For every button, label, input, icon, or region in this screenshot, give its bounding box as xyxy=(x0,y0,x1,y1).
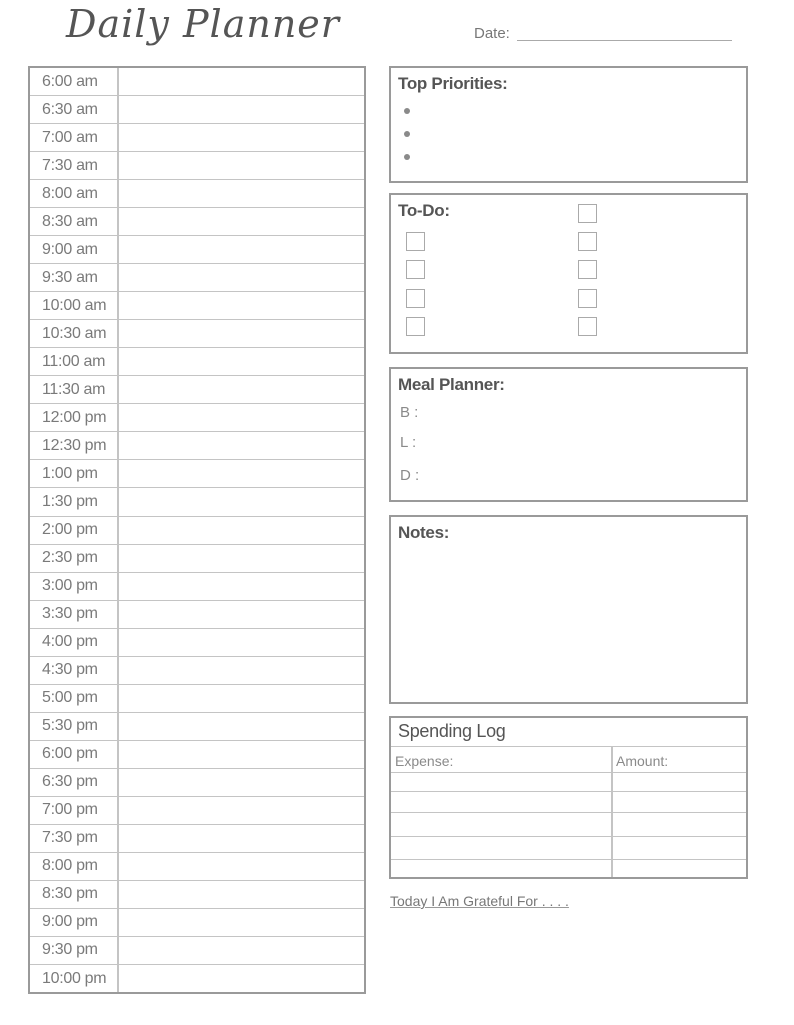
schedule-row xyxy=(30,965,364,992)
schedule-entry-field[interactable] xyxy=(119,488,364,515)
schedule-entry-field[interactable] xyxy=(119,320,364,347)
schedule-row xyxy=(30,517,364,545)
time-label: 12:30 pm xyxy=(30,432,119,459)
schedule-row xyxy=(30,460,364,488)
time-label: 9:30 am xyxy=(30,264,119,291)
time-label: 4:30 pm xyxy=(30,657,119,684)
schedule-row xyxy=(30,629,364,657)
schedule-entry-field[interactable] xyxy=(119,937,364,964)
schedule-row xyxy=(30,376,364,404)
schedule-entry-field[interactable] xyxy=(119,601,364,628)
schedule-entry-field[interactable] xyxy=(119,517,364,544)
spending-row-line xyxy=(391,859,746,860)
schedule-row xyxy=(30,152,364,180)
schedule-row xyxy=(30,685,364,713)
priority-bullet-3 xyxy=(404,154,410,160)
time-label: 12:00 pm xyxy=(30,404,119,431)
date-field-line[interactable] xyxy=(517,40,732,41)
schedule-entry-field[interactable] xyxy=(119,797,364,824)
todo-checkbox[interactable] xyxy=(406,289,425,308)
todo-checkbox[interactable] xyxy=(578,317,597,336)
schedule-row xyxy=(30,208,364,236)
time-label: 10:30 am xyxy=(30,320,119,347)
schedule-row xyxy=(30,601,364,629)
time-label: 1:00 pm xyxy=(30,460,119,487)
schedule-entry-field[interactable] xyxy=(119,264,364,291)
time-label: 6:00 am xyxy=(30,68,119,95)
time-label: 11:30 am xyxy=(30,376,119,403)
time-label: 5:00 pm xyxy=(30,685,119,712)
schedule-entry-field[interactable] xyxy=(119,769,364,796)
time-label: 10:00 am xyxy=(30,292,119,319)
schedule-row xyxy=(30,432,364,460)
schedule-row xyxy=(30,180,364,208)
schedule-entry-field[interactable] xyxy=(119,460,364,487)
schedule-entry-field[interactable] xyxy=(119,825,364,852)
time-label: 8:30 am xyxy=(30,208,119,235)
grateful-label: Today I Am Grateful For . . . . xyxy=(390,893,569,909)
schedule-row xyxy=(30,96,364,124)
time-label: 6:00 pm xyxy=(30,741,119,768)
schedule-row xyxy=(30,657,364,685)
schedule-entry-field[interactable] xyxy=(119,573,364,600)
schedule-entry-field[interactable] xyxy=(119,180,364,207)
meal-breakfast-label: B : xyxy=(400,404,419,421)
time-label: 9:00 pm xyxy=(30,909,119,936)
schedule-row xyxy=(30,320,364,348)
schedule-row xyxy=(30,797,364,825)
schedule-entry-field[interactable] xyxy=(119,713,364,740)
spending-column-divider xyxy=(611,746,613,877)
spending-row-line xyxy=(391,791,746,792)
schedule-row xyxy=(30,713,364,741)
todo-checkbox[interactable] xyxy=(406,260,425,279)
schedule-row xyxy=(30,68,364,96)
time-label: 7:30 pm xyxy=(30,825,119,852)
schedule-row xyxy=(30,264,364,292)
schedule-entry-field[interactable] xyxy=(119,685,364,712)
meal-lunch-label: L : xyxy=(400,434,417,451)
spending-row-line xyxy=(391,772,746,773)
page-title: Daily Planner xyxy=(66,2,340,46)
time-label: 7:00 am xyxy=(30,124,119,151)
todo-checkbox[interactable] xyxy=(578,204,597,223)
schedule-row xyxy=(30,404,364,432)
spending-divider xyxy=(391,746,746,747)
schedule-entry-field[interactable] xyxy=(119,629,364,656)
expense-header: Expense: xyxy=(395,753,454,769)
time-label: 6:30 am xyxy=(30,96,119,123)
time-label: 3:00 pm xyxy=(30,573,119,600)
schedule-entry-field[interactable] xyxy=(119,68,364,95)
time-label: 5:30 pm xyxy=(30,713,119,740)
schedule-row xyxy=(30,909,364,937)
amount-header: Amount: xyxy=(616,753,669,769)
meal-planner-box xyxy=(389,367,748,502)
todo-checkbox[interactable] xyxy=(578,232,597,251)
spending-row-line xyxy=(391,812,746,813)
schedule-row xyxy=(30,573,364,601)
schedule-entry-field[interactable] xyxy=(119,236,364,263)
time-label: 2:30 pm xyxy=(30,545,119,572)
time-label: 11:00 am xyxy=(30,348,119,375)
time-label: 7:00 pm xyxy=(30,797,119,824)
notes-title: Notes: xyxy=(398,523,450,542)
schedule-entry-field[interactable] xyxy=(119,432,364,459)
spending-log-title: Spending Log xyxy=(398,721,506,741)
time-label: 6:30 pm xyxy=(30,769,119,796)
schedule-row xyxy=(30,853,364,881)
schedule-entry-field[interactable] xyxy=(119,96,364,123)
time-label: 9:00 am xyxy=(30,236,119,263)
notes-box[interactable] xyxy=(389,515,748,704)
schedule-row xyxy=(30,292,364,320)
time-label: 4:00 pm xyxy=(30,629,119,656)
schedule-entry-field[interactable] xyxy=(119,376,364,403)
schedule-row xyxy=(30,348,364,376)
time-label: 8:00 pm xyxy=(30,853,119,880)
time-label: 10:00 pm xyxy=(30,965,119,992)
schedule-row xyxy=(30,937,364,965)
schedule-row xyxy=(30,741,364,769)
schedule-entry-field[interactable] xyxy=(119,545,364,572)
todo-checkbox[interactable] xyxy=(406,232,425,251)
spending-row-line xyxy=(391,836,746,837)
schedule-entry-field[interactable] xyxy=(119,657,364,684)
schedule-entry-field[interactable] xyxy=(119,909,364,936)
priority-bullet-1 xyxy=(404,108,410,114)
schedule-entry-field[interactable] xyxy=(119,292,364,319)
top-priorities-box xyxy=(389,66,748,183)
schedule-entry-field[interactable] xyxy=(119,881,364,908)
time-label: 1:30 pm xyxy=(30,488,119,515)
top-priorities-title: Top Priorities: xyxy=(398,74,508,93)
schedule-row xyxy=(30,124,364,152)
schedule-entry-field[interactable] xyxy=(119,208,364,235)
schedule-row xyxy=(30,488,364,516)
schedule-row xyxy=(30,545,364,573)
hourly-schedule xyxy=(28,66,366,994)
schedule-entry-field[interactable] xyxy=(119,741,364,768)
schedule-entry-field[interactable] xyxy=(119,404,364,431)
spending-log-box xyxy=(389,716,748,879)
schedule-row xyxy=(30,236,364,264)
todo-checkbox[interactable] xyxy=(578,260,597,279)
time-label: 7:30 am xyxy=(30,152,119,179)
meal-dinner-label: D : xyxy=(400,467,420,484)
time-label: 8:00 am xyxy=(30,180,119,207)
todo-checkbox[interactable] xyxy=(406,317,425,336)
schedule-entry-field[interactable] xyxy=(119,124,364,151)
todo-checkbox[interactable] xyxy=(578,289,597,308)
time-label: 8:30 pm xyxy=(30,881,119,908)
meal-planner-title: Meal Planner: xyxy=(398,375,505,394)
time-label: 3:30 pm xyxy=(30,601,119,628)
schedule-entry-field[interactable] xyxy=(119,965,364,992)
todo-title: To-Do: xyxy=(398,201,450,220)
date-label: Date: xyxy=(474,25,510,42)
schedule-entry-field[interactable] xyxy=(119,152,364,179)
schedule-row xyxy=(30,881,364,909)
time-label: 2:00 pm xyxy=(30,517,119,544)
schedule-row xyxy=(30,825,364,853)
time-label: 9:30 pm xyxy=(30,937,119,964)
priority-bullet-2 xyxy=(404,131,410,137)
todo-box xyxy=(389,193,748,354)
schedule-entry-field[interactable] xyxy=(119,348,364,375)
schedule-entry-field[interactable] xyxy=(119,853,364,880)
schedule-row xyxy=(30,769,364,797)
